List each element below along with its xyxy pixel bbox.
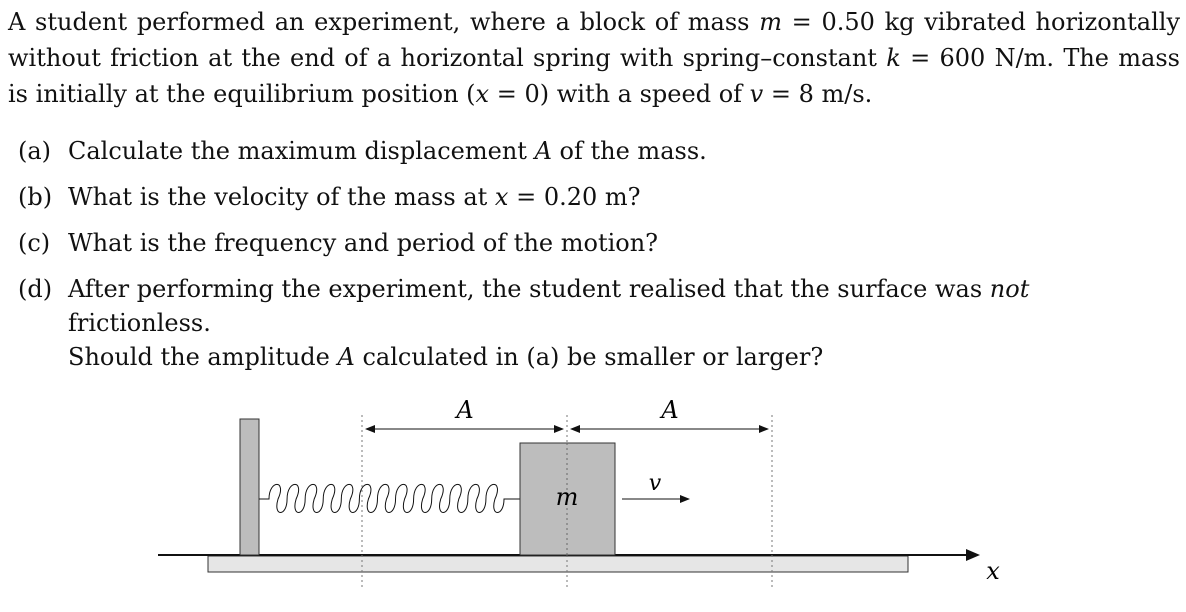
mass-label: m <box>555 483 579 511</box>
intro-text-4: = 0) with a speed of <box>489 80 750 108</box>
velocity-label: v <box>648 471 662 496</box>
position-symbol-b: x <box>494 183 509 211</box>
wall <box>240 419 259 555</box>
mass-symbol: m <box>759 8 782 36</box>
part-d-text-1: After performing the experiment, the student realised that the surface was <box>68 275 990 303</box>
part-d-text-4: calculated in (a) be smaller or larger? <box>354 343 824 371</box>
part-a-label: (a) <box>18 137 52 165</box>
x-axis-arrowhead <box>966 549 980 561</box>
amplitude-label-left: A <box>456 396 474 424</box>
amplitude-label-right: A <box>661 396 679 424</box>
intro-text-2: = 0.50 kg vibrated horizontally without friction at the end of a horizontal spring with spring–constant <box>8 8 1181 72</box>
part-b-text-1: What is the velocity of the mass at <box>68 183 495 211</box>
amplitude-symbol: A <box>534 137 552 165</box>
speed-symbol: v <box>749 80 764 108</box>
part-d-label: (d) <box>18 275 53 303</box>
x-axis-label: x <box>986 557 1000 585</box>
part-d-text-2: frictionless. <box>68 309 211 337</box>
intro-text-3: = 600 N/m. The mass is initially at the equilibrium position ( <box>8 44 1180 108</box>
part-b-label: (b) <box>18 183 53 211</box>
part-c-text: What is the frequency and period of the motion? <box>68 229 659 257</box>
position-symbol: x <box>475 80 490 108</box>
intro-text-5: = 8 m/s. <box>763 80 873 108</box>
part-d-text-3: Should the amplitude <box>68 343 338 371</box>
spring-constant-symbol: k <box>886 44 901 72</box>
surface-slab <box>208 556 908 572</box>
part-a-text-1: Calculate the maximum displacement <box>68 137 535 165</box>
part-a-text-2: of the mass. <box>551 137 707 165</box>
amplitude-symbol-d: A <box>337 343 355 371</box>
part-b-text-2: = 0.20 m? <box>508 183 641 211</box>
part-d-emphasis: not <box>989 275 1030 303</box>
spring <box>259 484 520 512</box>
part-c-label: (c) <box>18 229 51 257</box>
intro-text-1: A student performed an experiment, where a block of mass <box>8 8 760 36</box>
